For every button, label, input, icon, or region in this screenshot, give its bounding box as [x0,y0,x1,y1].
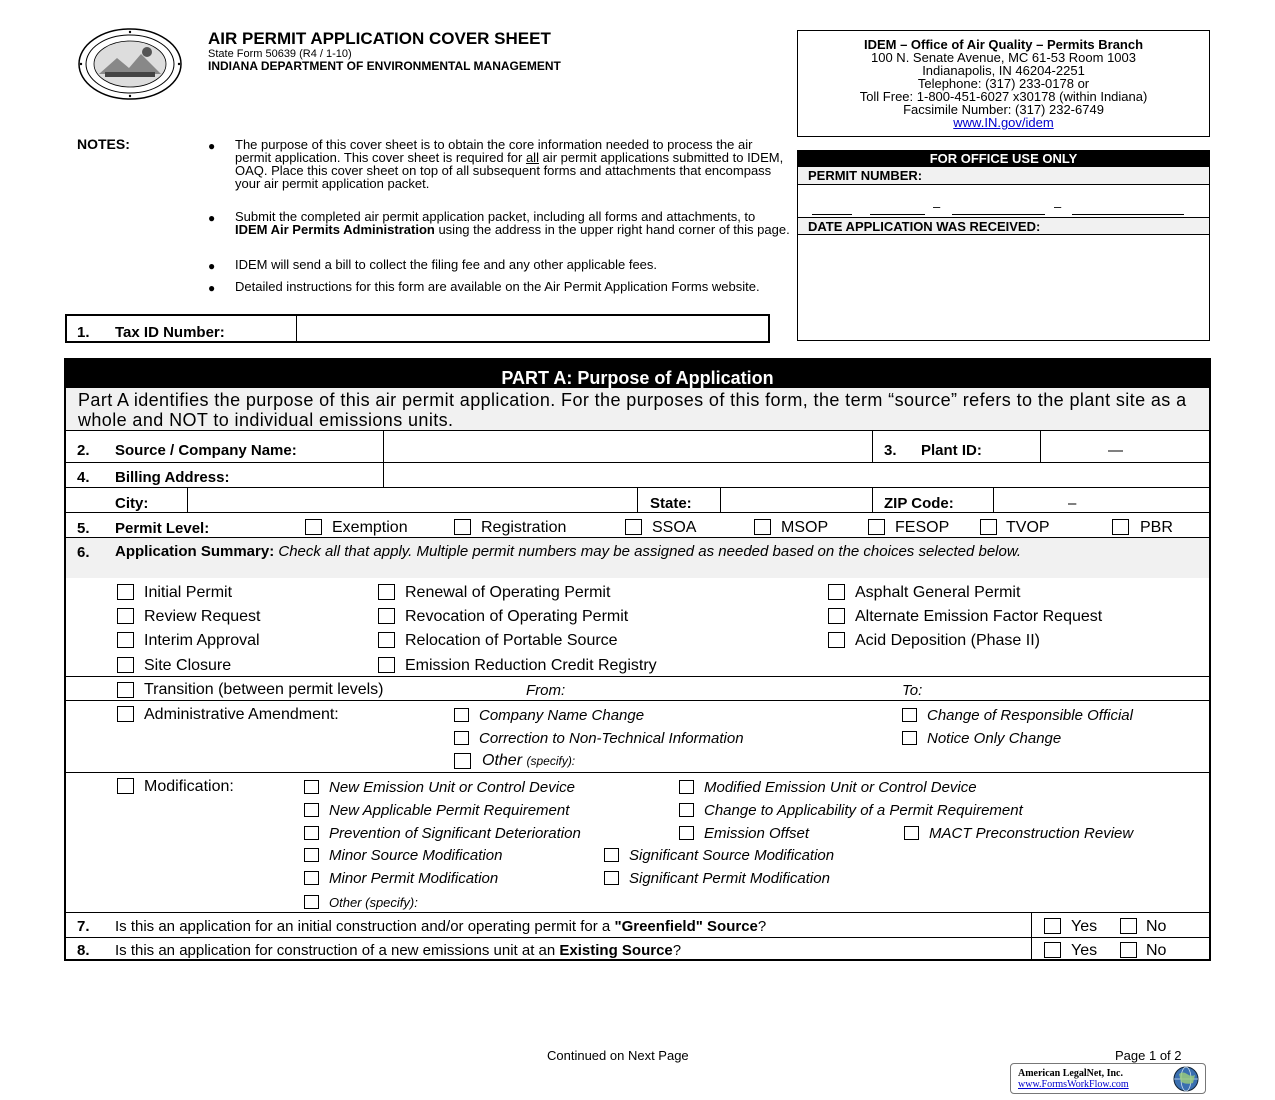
permit-number-blank-3 [952,214,1045,215]
pbr-label: PBR [1140,519,1173,536]
minor-source-mod-label: Minor Source Modification [329,847,503,864]
note-2-text: Submit the completed air permit application packet, including all forms and attachments, to [235,209,756,224]
site-closure-checkbox[interactable] [117,657,134,673]
relocation-checkbox[interactable] [378,632,395,648]
tax-id-label: Tax ID Number: [115,324,225,341]
revocation-label: Revocation of Operating Permit [405,608,629,625]
plant-id-number: 3. [884,442,897,459]
divider [872,488,873,512]
admin-other-input[interactable] [615,751,1205,771]
permit-number-blank-4 [1072,214,1184,215]
acid-deposition-label: Acid Deposition (Phase II) [855,632,1040,649]
change-applicability-checkbox[interactable] [679,803,694,817]
form-number: State Form 50639 (R4 / 1-10) [208,48,352,60]
city-input[interactable] [188,488,637,512]
notice-only-change-checkbox[interactable] [902,731,917,745]
divider [66,912,1209,913]
divider [66,772,1209,773]
modification-label: Modification: [144,778,234,795]
permit-number-blank-1 [812,214,852,215]
note-3 [235,258,790,271]
q7-bold: "Greenfield" Source [614,918,758,935]
transition-to-label: To: [902,682,923,699]
q7-yes-label: Yes [1071,918,1098,935]
mact-review-label: MACT Preconstruction Review [929,825,1134,842]
registration-label: Registration [481,519,567,536]
exemption-label: Exemption [332,519,408,536]
new-emission-unit-label: New Emission Unit or Control Device [329,779,575,796]
source-number: 2. [77,442,90,459]
q7-no-checkbox[interactable] [1120,918,1137,934]
significant-source-mod-label: Significant Source Modification [629,847,835,864]
note-2 [235,210,790,236]
minor-permit-mod-label: Minor Permit Modification [329,870,499,887]
idem-office: IDEM – Office of Air Quality – Permits Branch [863,37,1144,52]
notice-only-change-label: Notice Only Change [927,730,1062,747]
psd-label: Prevention of Significant Deterioration [329,825,581,842]
transition-to-input[interactable] [935,679,1205,699]
change-responsible-official-label: Change of Responsible Official [927,707,1133,724]
significant-permit-mod-label: Significant Permit Modification [629,870,830,887]
note-2-bold: IDEM Air Permits Administration [235,222,435,237]
alt-emission-factor-label: Alternate Emission Factor Request [855,608,1103,625]
part-a-title: PART A: Purpose of Application [66,360,1209,388]
divider [797,184,1210,185]
divider [66,937,1209,938]
state-input[interactable] [721,488,872,512]
admin-other-checkbox[interactable] [454,753,471,769]
idem-phone: Telephone: (317) 233-0178 or [917,76,1090,91]
q8-text: Is this an application for construction of a new emissions unit at an [115,942,560,959]
source-label: Source / Company Name: [115,442,297,459]
minor-permit-mod-checkbox[interactable] [304,871,319,885]
q7-no-label: No [1146,918,1167,935]
site-closure-label: Site Closure [144,657,232,674]
change-applicability-label: Change to Applicability of a Permit Requirement [704,802,1023,819]
form-title: AIR PERMIT APPLICATION COVER SHEET [208,29,551,48]
pbr-checkbox[interactable] [1112,519,1129,535]
notes-label: NOTES: [77,136,130,152]
tax-id-number: 1. [77,324,90,341]
note-4 [235,280,790,293]
alt-emission-factor-checkbox[interactable] [828,608,845,624]
q7-number: 7. [77,918,90,935]
q8-text-end: ? [672,942,682,959]
idem-city: Indianapolis, IN 46204-2251 [922,63,1085,78]
initial-permit-checkbox[interactable] [117,584,134,600]
divider [296,316,297,341]
mod-other-input[interactable] [430,892,1205,910]
msop-label: MSOP [781,519,829,536]
ssoa-checkbox[interactable] [625,519,642,535]
revocation-checkbox[interactable] [378,608,395,624]
q8-number: 8. [77,942,90,959]
divider [1031,938,1032,961]
plant-id-label: Plant ID: [921,442,982,459]
q8-no-label: No [1146,942,1167,959]
idem-fax: Facsimile Number: (317) 232-6749 [903,102,1104,117]
globe-icon [1169,1065,1203,1093]
city-label: City: [115,495,149,512]
legalnet-name: American LegalNet, Inc. [1018,1068,1123,1079]
permit-number-blank-2 [870,214,925,215]
seal-icon [77,28,183,100]
ssoa-label: SSOA [652,519,697,536]
admin-other-text: Other [482,752,523,769]
significant-permit-mod-checkbox[interactable] [604,871,619,885]
permit-level-label: Permit Level: [115,520,210,537]
page-number: Page 1 of 2 [1115,1048,1182,1063]
admin-other-label [482,752,575,770]
review-request-label: Review Request [144,608,261,625]
new-permit-requirement-checkbox[interactable] [304,803,319,817]
summary-label: Application Summary: [115,543,275,560]
non-technical-correction-label: Correction to Non-Technical Information [479,730,744,747]
permit-number-dash: – [1054,199,1062,214]
tax-id-input[interactable] [298,316,768,341]
divider [66,700,1209,701]
interim-approval-label: Interim Approval [144,632,260,649]
q8-no-checkbox[interactable] [1120,942,1137,958]
company-name-change-checkbox[interactable] [454,708,469,722]
q7-text: Is this an application for an initial construction and/or operating permit for a [115,918,615,935]
company-name-change-label: Company Name Change [479,707,645,724]
interim-approval-checkbox[interactable] [117,632,134,648]
q8-yes-label: Yes [1071,942,1098,959]
idem-website-link[interactable]: www.IN.gov/idem [953,115,1054,130]
summary-number: 6. [77,544,90,561]
note-4-text: Detailed instructions for this form are available on the Air Permit Application Forms website. [235,279,760,294]
fesop-label: FESOP [895,519,950,536]
note-3-text: IDEM will send a bill to collect the filing fee and any other applicable fees. [235,257,658,272]
plant-id-dash: — [1108,442,1123,459]
state-label: State: [650,495,692,512]
tvop-label: TVOP [1006,519,1050,536]
q8-question [115,942,681,959]
renewal-checkbox[interactable] [378,584,395,600]
divider [637,488,638,512]
modification-checkbox[interactable] [117,778,134,794]
idem-toll-free: Toll Free: 1-800-451-6027 x30178 (within Indiana) [859,89,1148,104]
new-permit-requirement-label: New Applicable Permit Requirement [329,802,570,819]
note-1-text-end: air permit applications submitted to IDEM, OAQ. Place this cover sheet on top of all subsequent forms and attachments that encompass your air permit application packet. [235,150,784,191]
summary-note: Check all that apply. Multiple permit numbers may be assigned as needed based on the choices selected below. [278,543,1022,560]
billing-number: 4. [77,469,90,486]
transition-from-input[interactable] [585,679,885,699]
mod-other-label: Other (specify): [329,895,418,910]
admin-other-specify: (specify): [526,754,576,768]
review-request-checkbox[interactable] [117,608,134,624]
bullet-icon: ● [208,281,216,295]
asphalt-label: Asphalt General Permit [855,584,1021,601]
mod-other-checkbox[interactable] [304,895,319,909]
department-name: INDIANA DEPARTMENT OF ENVIRONMENTAL MANAGEMENT [208,59,561,73]
fesop-checkbox[interactable] [868,519,885,535]
initial-permit-label: Initial Permit [144,584,233,601]
tvop-checkbox[interactable] [980,519,997,535]
erc-registry-label: Emission Reduction Credit Registry [405,657,657,674]
q7-question [115,918,766,935]
part-a-intro [66,388,1209,430]
msop-checkbox[interactable] [754,519,771,535]
zip-input[interactable] [994,488,1209,512]
acid-deposition-checkbox[interactable] [828,632,845,648]
billing-address-input[interactable] [384,463,1209,487]
divider [872,431,873,462]
permit-level-number: 5. [77,520,90,537]
zip-label: ZIP Code: [884,495,954,512]
admin-amendment-label: Administrative Amendment: [144,706,339,723]
exemption-checkbox[interactable] [305,519,322,535]
state-seal [77,28,183,100]
permit-number-dash: – [933,199,941,214]
asphalt-checkbox[interactable] [828,584,845,600]
transition-from-label: From: [526,682,566,699]
modified-emission-unit-label: Modified Emission Unit or Control Device [704,779,977,796]
bullet-icon: ● [208,139,216,153]
minor-source-mod-checkbox[interactable] [304,848,319,862]
q7-text-end: ? [757,918,767,935]
note-1 [235,138,790,190]
legalnet-logo[interactable] [1010,1063,1206,1094]
bullet-icon: ● [208,211,216,225]
source-name-input[interactable] [384,431,872,462]
q7-yes-checkbox[interactable] [1044,918,1061,934]
note-2-text-end: using the address in the upper right hand corner of this page. [434,222,790,237]
renewal-label: Renewal of Operating Permit [405,584,611,601]
divider [1031,913,1032,937]
legalnet-url: www.FormsWorkFlow.com [1018,1079,1129,1090]
emission-offset-checkbox[interactable] [679,826,694,840]
q8-yes-checkbox[interactable] [1044,942,1061,958]
permit-number-label: PERMIT NUMBER: [808,168,923,183]
new-emission-unit-checkbox[interactable] [304,780,319,794]
idem-address-box [797,30,1210,137]
modified-emission-unit-checkbox[interactable] [679,780,694,794]
erc-registry-checkbox[interactable] [378,657,395,673]
q8-bold: Existing Source [559,942,673,959]
divider [66,512,1209,513]
note-1-text: The purpose of this cover sheet is to obtain the core information needed to process the air permit application. This cover sheet is required for [235,137,753,165]
change-responsible-official-checkbox[interactable] [902,708,917,722]
part-a-intro-text: Part A identifies the purpose of this air permit application. For the purposes of this form, the term “source” refers to the plant site as a whole and NOT to individual emissions units. [78,390,1187,430]
idem-street: 100 N. Senate Avenue, MC 61-53 Room 1003 [871,50,1136,65]
date-received-label: DATE APPLICATION WAS RECEIVED: [808,219,1041,234]
billing-label: Billing Address: [115,469,230,486]
non-technical-correction-checkbox[interactable] [454,731,469,745]
mact-review-checkbox[interactable] [904,826,919,840]
divider [66,676,1209,677]
emission-offset-label: Emission Offset [704,825,810,842]
note-1-underline: all [525,150,539,165]
zip-dash: – [1068,495,1077,512]
summary-header [115,544,1200,560]
plant-id-input[interactable] [1041,431,1209,462]
bullet-icon: ● [208,259,216,273]
relocation-label: Relocation of Portable Source [405,632,618,649]
transition-label: Transition (between permit levels) [144,681,384,698]
admin-amendment-checkbox[interactable] [117,706,134,722]
registration-checkbox[interactable] [454,519,471,535]
continued-note: Continued on Next Page [547,1048,689,1063]
psd-checkbox[interactable] [304,826,319,840]
divider [797,234,1210,235]
transition-checkbox[interactable] [117,682,134,698]
significant-source-mod-checkbox[interactable] [604,848,619,862]
office-use-title: FOR OFFICE USE ONLY [797,150,1210,167]
